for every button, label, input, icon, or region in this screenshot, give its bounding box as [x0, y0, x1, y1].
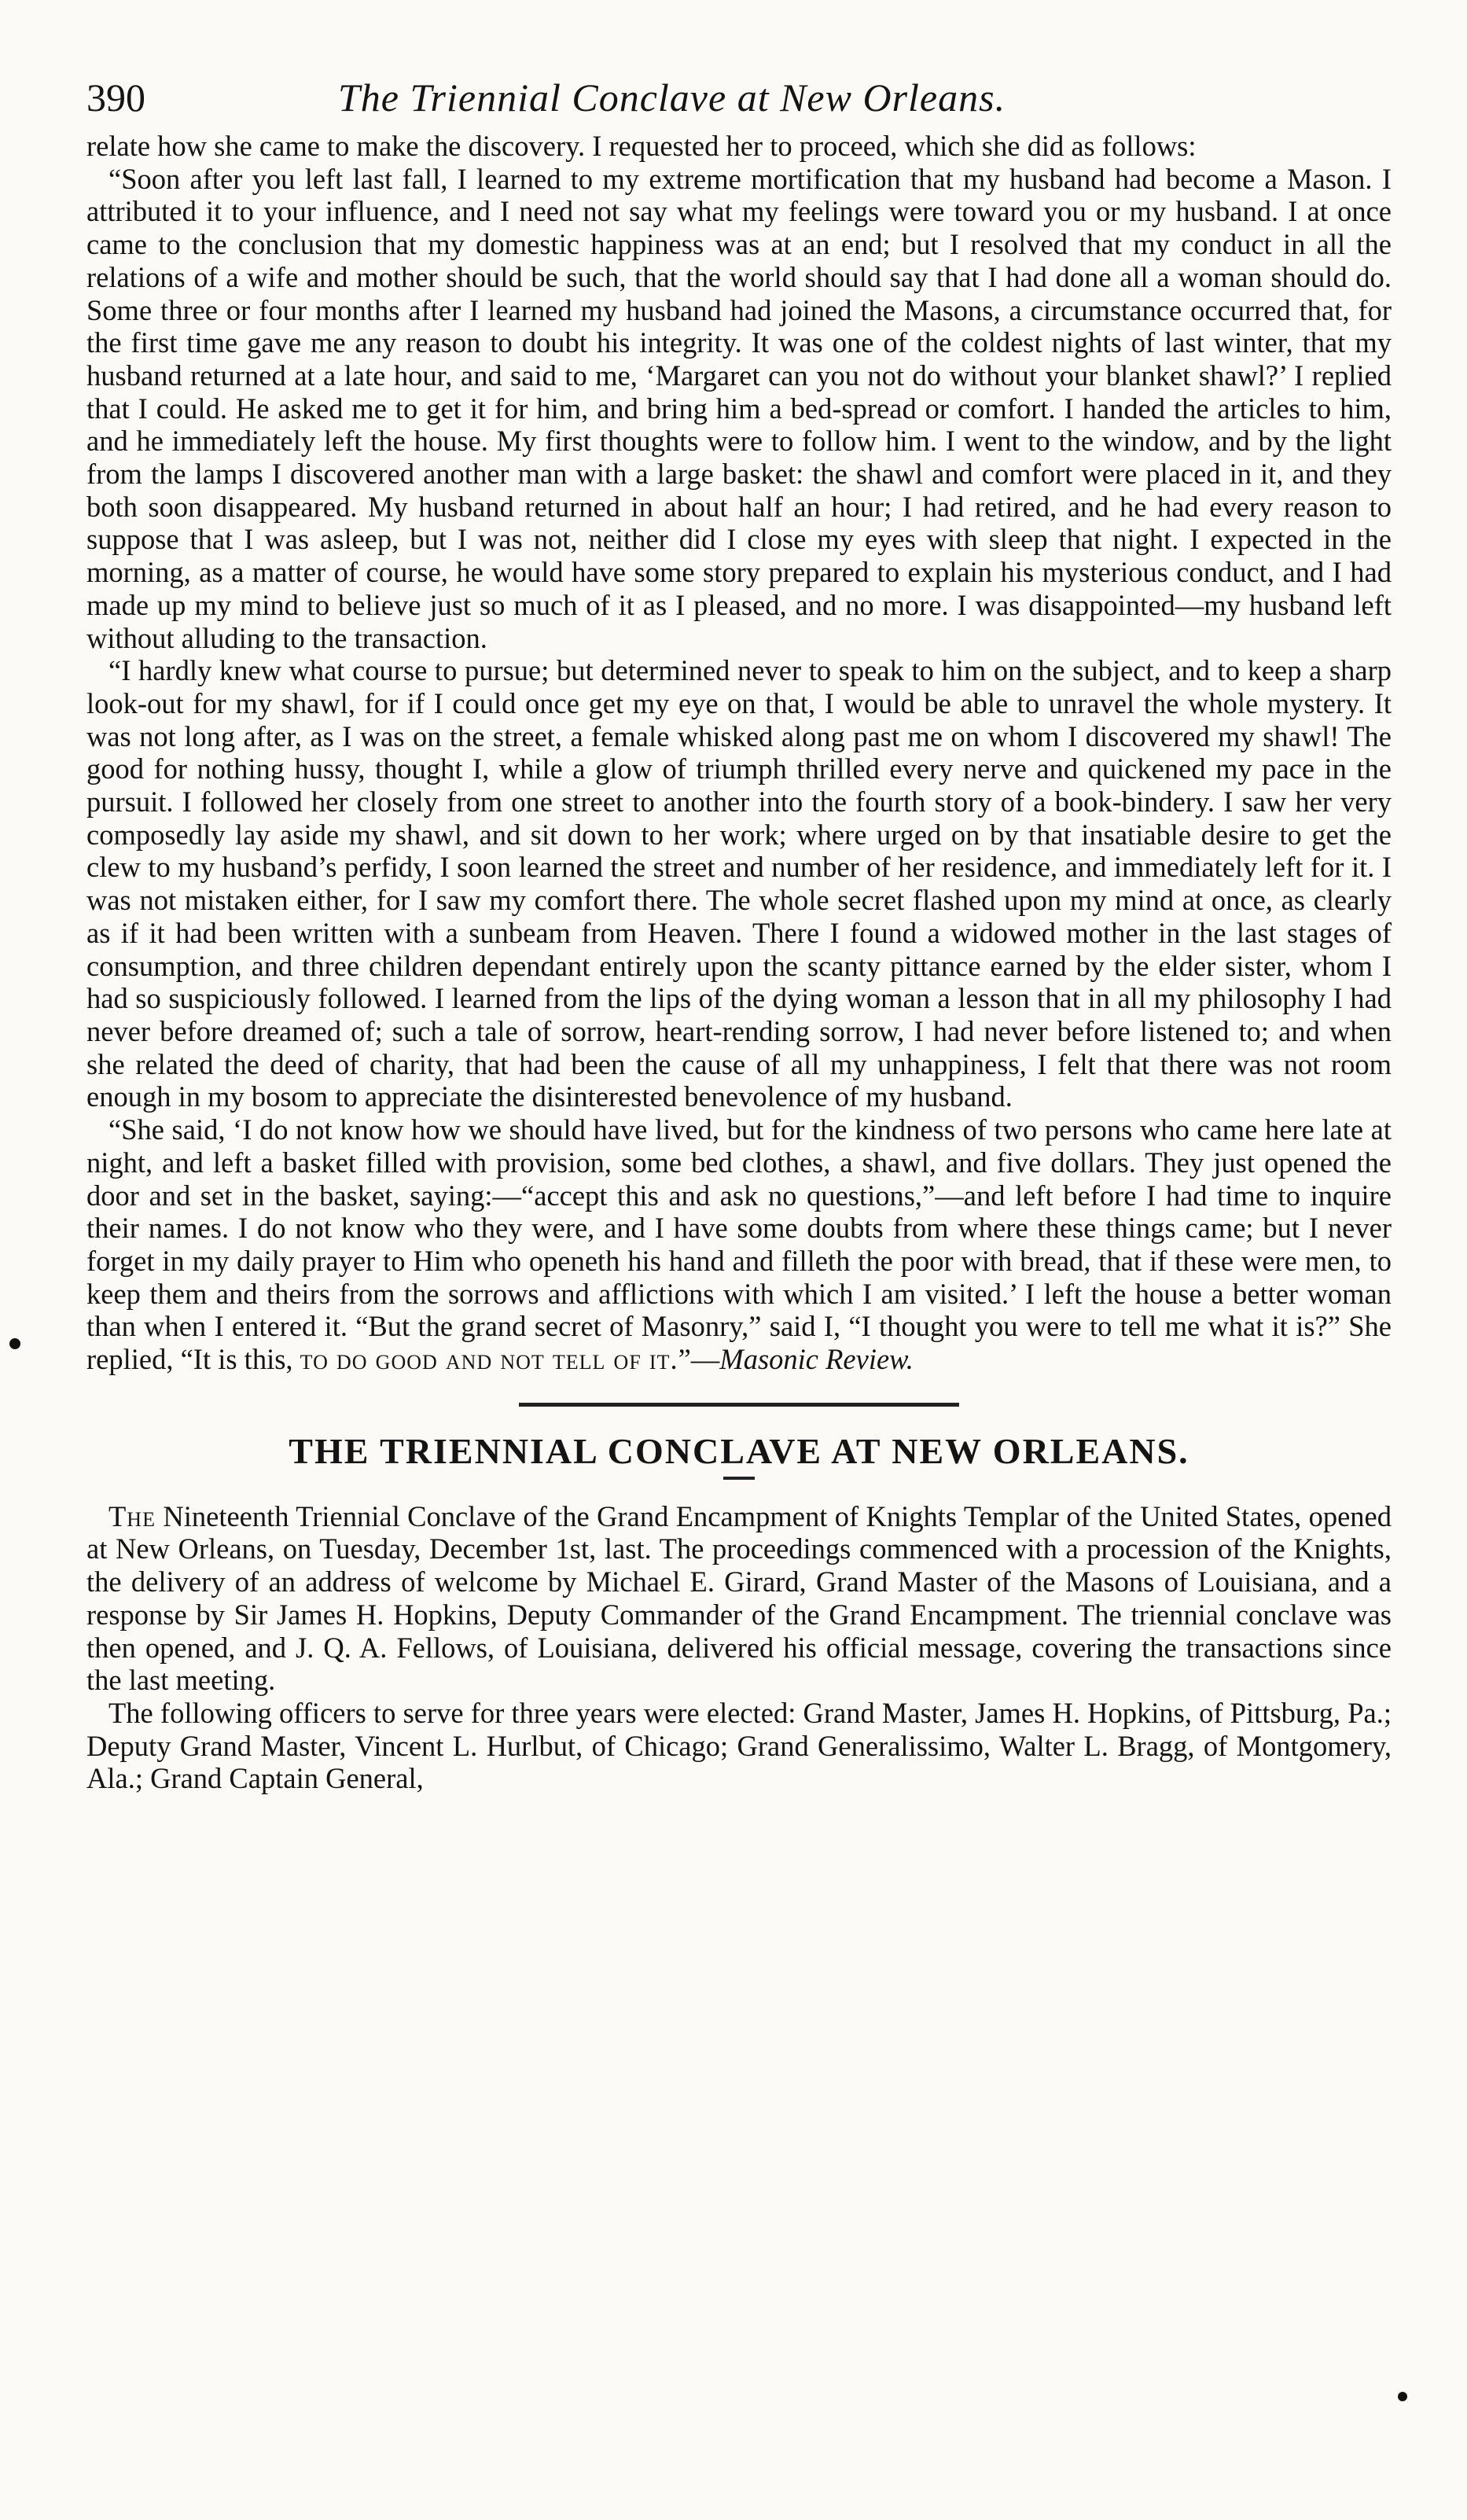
section-divider [519, 1403, 959, 1407]
story-paragraph-3: “I hardly knew what course to pursue; but determined never to speak to him on the subject, and to keep a sharp look-out for my shawl, for if I could once get my eye on that, I would be able to unravel the whole mystery. It was not long after, as I was on the street, a female whisked along past me on whom I discovered my shawl! The good for nothing hussy, thought I, while a glow of triumph thrilled every nerve and quickened my pace in the pursuit. I followed her closely from one street to another into the fourth story of a book-bindery. I saw her very composedly lay aside my shawl, and sit down to her work; where urged on by that insatiable desire to get the clew to my husband’s perfidy, I soon learned the street and number of her residence, and immediately left for it. I was not mistaken either, for I saw my comfort there. The whole secret flashed upon my mind at once, as clearly as if it had been written with a sunbeam from Heaven. There I found a widowed mother in the last stages of consumption, and three children dependant entirely upon the scanty pittance earned by the elder sister, whom I had so suspiciously followed. I learned from the lips of the dying woman a lesson that in all my philosophy I had never before dreamed of; such a tale of sorrow, heart-rending sorrow, I had never before listened to; and when she related the deed of charity, that had been the cause of all my unhappiness, I felt that there was not room enough in my bosom to appreciate the disinterested benevolence of my husband. [86, 654, 1392, 1113]
story-paragraph-4 [86, 1113, 1392, 1376]
article-text [86, 1500, 1392, 1795]
article-paragraph-1 [86, 1500, 1392, 1697]
story-source: Masonic Review. [719, 1343, 914, 1376]
article-paragraph-2: The following officers to serve for three years were elected: Grand Master, James H. Hopkins, of Pittsburg, Pa.; Deputy Grand Master, Vincent L. Hurlbut, of Chicago; Grand Generalissimo, Walter L. Bragg, of Montgomery, Ala.; Grand Captain General, [86, 1696, 1392, 1795]
article-lead-word: The [108, 1499, 156, 1532]
running-head [86, 75, 1392, 130]
margin-mark-right [1398, 2392, 1407, 2401]
margin-mark-left [9, 1338, 20, 1349]
story-text [86, 130, 1392, 1376]
story-paragraph-2: “Soon after you left last fall, I learned to my extreme mortification that my husband had become a Mason. I attributed it to your influence, and I need not say what my feelings were toward you or my husband. I at once came to the conclusion that my domestic happiness was at an end; but I resolved that my conduct in all the relations of a wife and mother should be such, that the world should say that I had done all a woman should do. Some three or four months after I learned my husband had joined the Masons, a circumstance occurred that, for the first time gave me any reason to doubt his integrity. It was one of the coldest nights of last winter, that my husband returned at a late hour, and said to me, ‘Margaret can you not do without your blanket shawl?’ I replied that I could. He asked me to get it for him, and bring him a bed-spread or comfort. I handed the articles to him, and he immediately left the house. My first thoughts were to follow him. I went to the window, and by the light from the lamps I discovered another man with a large basket: the shawl and comfort were placed in it, and they both soon disappeared. My husband returned in about half an hour; I had retired, and he had every reason to suppose that I was asleep, but I was not, neither did I close my eyes with sleep that night. I expected in the morning, as a matter of course, he would have some story prepared to explain his mysterious conduct, and I had made up my mind to believe just so much of it as I pleased, and no more. I was disappointed—my husband left without alluding to the transaction. [86, 162, 1392, 654]
story-paragraph-1: relate how she came to make the discovery. I requested her to proceed, which she did as follows: [86, 130, 1197, 162]
article-title: THE TRIENNIAL CONCLAVE AT NEW ORLEANS. [289, 1430, 1189, 1471]
page-number: 390 [86, 75, 145, 120]
story-source-dash: ”— [678, 1343, 720, 1376]
story-moral-smallcaps: to do good and not tell of it. [300, 1343, 678, 1376]
running-title: The Triennial Conclave at New Orleans. [338, 75, 1006, 120]
book-page [86, 75, 1392, 1795]
story-paragraph-4-text: “She said, ‘I do not know how we should have lived, but for the kindness of two persons who came here late at night, and left a basket filled with provision, some bed clothes, a shawl, and five dollars. They just opened the door and set in the basket, saying:—“accept this and ask no questions,”—and left before I had time to inquire their names. I do not know who they were, and I have some doubts from where these things came; but I never forget in my daily prayer to Him who openeth his hand and filleth the poor with bread, that if these were men, to keep them and theirs from the sorrows and afflictions with which I am visited.’ I left the house a better woman than when I entered it. “But the grand secret of Masonry,” said I, “I thought you were to tell me what it is?” She replied, “It is this, [86, 1113, 1392, 1376]
article-paragraph-1-text: Nineteenth Triennial Conclave of the Grand Encampment of Knights Templar of the United States, opened at New Orleans, on Tuesday, December 1st, last. The proceedings commenced with a procession of the Knights, the delivery of an address of welcome by Michael E. Girard, Grand Master of the Masons of Louisiana, and a response by Sir James H. Hopkins, Deputy Commander of the Grand Encampment. The triennial conclave was then opened, and J. Q. A. Fellows, of Louisiana, delivered his official message, covering the transactions since the last meeting. [86, 1499, 1392, 1697]
title-underline [723, 1477, 755, 1480]
